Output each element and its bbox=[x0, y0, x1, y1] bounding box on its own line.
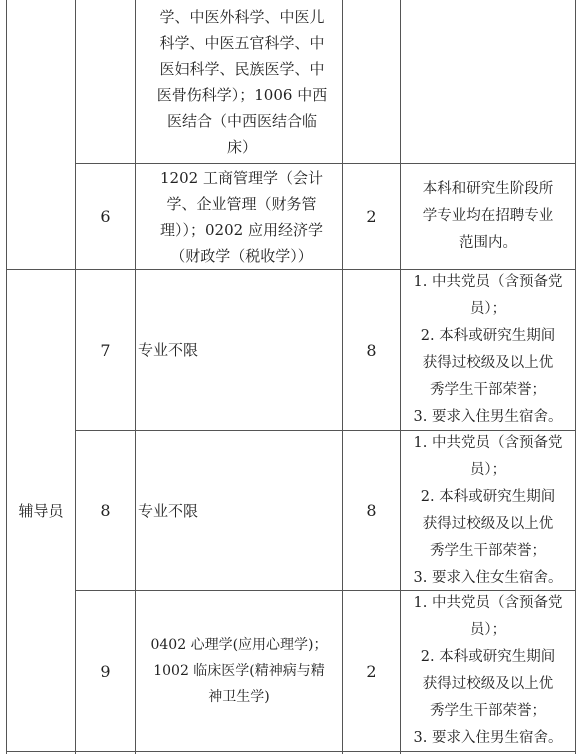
requirement-line: 获得过校级及以上优 bbox=[422, 676, 554, 692]
row-number-cell bbox=[76, 270, 135, 430]
requirement-line: 2. 本科或研究生期间 bbox=[420, 488, 556, 505]
major-line: 学、企业管理（财务管 bbox=[166, 194, 317, 213]
requirement-line: 2. 本科或研究生期间 bbox=[420, 328, 556, 344]
row-number-cell bbox=[76, 431, 135, 590]
major-line: 医妇科学、民族医学、中 bbox=[159, 59, 325, 78]
requirement-line: 秀学生干部荣誉； bbox=[430, 542, 546, 559]
grid-line bbox=[135, 0, 136, 754]
requirement-line: 1. 中共党员（含预备党 bbox=[413, 595, 563, 611]
major-cell bbox=[137, 591, 341, 751]
major-line: 理））；0202 应用经济学 bbox=[160, 220, 323, 239]
row-number-cell bbox=[76, 591, 135, 751]
major-line: （财政学（税收学）） bbox=[170, 246, 313, 265]
major-line: 1002 临床医学(精神病与精 bbox=[153, 663, 325, 679]
major-line: 神卫生学) bbox=[208, 689, 270, 705]
requirement-line: 1. 中共党员（含预备党 bbox=[413, 434, 563, 451]
requirements-cell bbox=[402, 270, 574, 430]
requirement-line: 员）； bbox=[469, 461, 507, 478]
requirement-line: 获得过校级及以上优 bbox=[422, 355, 554, 371]
grid-line bbox=[575, 0, 576, 754]
requirement-line: 本科和研究生阶段所 bbox=[422, 181, 554, 197]
requirement-line: 2. 本科或研究生期间 bbox=[420, 649, 556, 665]
requirement-line: 学专业均在招聘专业 bbox=[422, 208, 554, 224]
requirement-line: 秀学生干部荣誉； bbox=[430, 382, 546, 398]
requirement-line: 3. 要求入住女生宿舍。 bbox=[413, 569, 563, 586]
grid-line bbox=[400, 0, 401, 754]
major-line: 科学、中医五官科学、中 bbox=[159, 33, 325, 52]
row-number: 6 bbox=[100, 207, 111, 226]
count-value: 2 bbox=[366, 207, 377, 226]
requirement-line: 3. 要求入住男生宿舍。 bbox=[413, 730, 563, 746]
row-number-cell bbox=[76, 164, 135, 269]
requirements-cell bbox=[402, 164, 574, 269]
requirement-line: 范围内。 bbox=[459, 235, 517, 251]
major-line: 学、中医外科学、中医儿 bbox=[159, 7, 325, 26]
requirement-line: 获得过校级及以上优 bbox=[422, 515, 554, 532]
count-value: 8 bbox=[366, 501, 377, 520]
major-line: 1202 工商管理学（会计 bbox=[160, 168, 323, 187]
major-line: 床） bbox=[226, 137, 257, 156]
requirement-line: 1. 中共党员（含预备党 bbox=[413, 274, 563, 290]
requirements-cell bbox=[402, 431, 574, 590]
position-cell bbox=[7, 270, 75, 751]
row-number: 8 bbox=[100, 501, 111, 520]
requirement-line: 员）； bbox=[469, 622, 507, 638]
count-cell bbox=[343, 431, 400, 590]
major-cell bbox=[143, 0, 341, 163]
major-line: 0402 心理学(应用心理学)； bbox=[150, 637, 328, 653]
count-cell bbox=[343, 270, 400, 430]
major-cell bbox=[138, 270, 341, 430]
major-cell bbox=[138, 431, 341, 590]
count-cell bbox=[343, 591, 400, 751]
major-line: 专业不限 bbox=[138, 501, 199, 520]
row-number: 7 bbox=[100, 340, 111, 360]
major-line: 医结合（中西医结合临 bbox=[166, 111, 317, 130]
count-value: 2 bbox=[366, 661, 377, 681]
requirement-line: 秀学生干部荣誉； bbox=[430, 703, 546, 719]
requirement-line: 员）； bbox=[469, 301, 507, 317]
count-cell bbox=[343, 164, 400, 269]
requirement-line: 3. 要求入住男生宿舍。 bbox=[413, 409, 563, 425]
count-value: 8 bbox=[366, 340, 377, 360]
major-line: 专业不限 bbox=[138, 341, 199, 359]
major-line: 医骨伤科学）；1006 中西 bbox=[156, 85, 328, 104]
requirements-cell bbox=[402, 591, 574, 751]
row-number: 9 bbox=[100, 661, 111, 681]
position-label: 辅导员 bbox=[18, 501, 64, 520]
major-cell bbox=[142, 164, 341, 269]
